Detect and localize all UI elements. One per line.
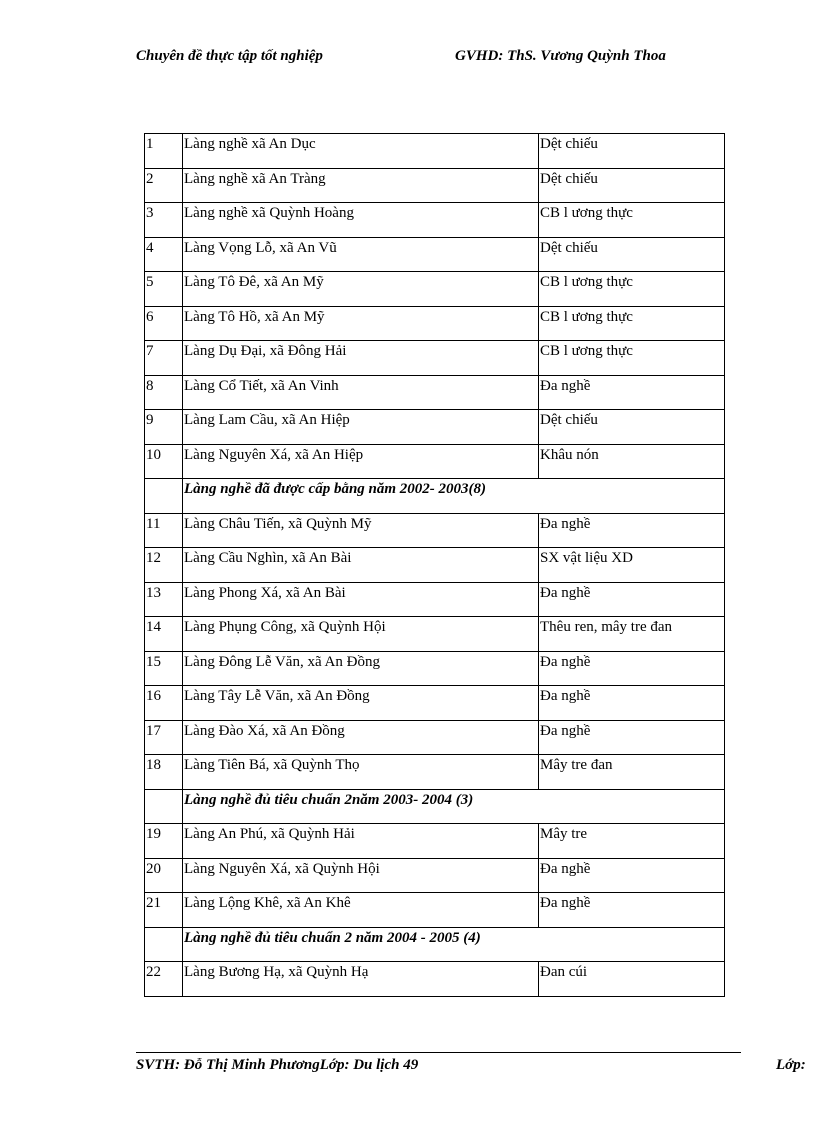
craft-type: CB l ương thực bbox=[539, 203, 725, 238]
row-number: 8 bbox=[145, 375, 183, 410]
craft-type: Đa nghề bbox=[539, 582, 725, 617]
craft-type: Mây tre bbox=[539, 824, 725, 859]
table-body bbox=[145, 134, 725, 997]
village-name: Làng nghề xã An Dục bbox=[183, 134, 539, 169]
table-row bbox=[145, 824, 725, 859]
craft-type: Thêu ren, mây tre đan bbox=[539, 617, 725, 652]
village-name: Làng Lam Cầu, xã An Hiệp bbox=[183, 410, 539, 445]
village-name: Làng Bương Hạ, xã Quỳnh Hạ bbox=[183, 962, 539, 997]
table-row bbox=[145, 444, 725, 479]
row-number: 17 bbox=[145, 720, 183, 755]
section-number-cell bbox=[145, 789, 183, 824]
row-number: 10 bbox=[145, 444, 183, 479]
table-row bbox=[145, 720, 725, 755]
craft-type: Khâu nón bbox=[539, 444, 725, 479]
row-number: 22 bbox=[145, 962, 183, 997]
craft-type: Đa nghề bbox=[539, 858, 725, 893]
craft-type: Dệt chiếu bbox=[539, 134, 725, 169]
row-number: 20 bbox=[145, 858, 183, 893]
village-name: Làng Nguyên Xá, xã Quỳnh Hội bbox=[183, 858, 539, 893]
row-number: 13 bbox=[145, 582, 183, 617]
table-row bbox=[145, 134, 725, 169]
section-title: Làng nghề đủ tiêu chuẩn 2năm 2003- 2004 (3) bbox=[183, 789, 725, 824]
craft-type: Dệt chiếu bbox=[539, 168, 725, 203]
village-name: Làng Đào Xá, xã An Đồng bbox=[183, 720, 539, 755]
header-title: Chuyên đề thực tập tốt nghiệp bbox=[136, 48, 323, 64]
table-row bbox=[145, 755, 725, 790]
table-row bbox=[145, 651, 725, 686]
footer-class: Lớp: bbox=[776, 1057, 806, 1073]
table-row bbox=[145, 858, 725, 893]
table-row bbox=[145, 306, 725, 341]
craft-village-table bbox=[144, 133, 725, 997]
craft-type: Đan cúi bbox=[539, 962, 725, 997]
village-name: Làng Phong Xá, xã An Bài bbox=[183, 582, 539, 617]
row-number: 14 bbox=[145, 617, 183, 652]
village-name: Làng Cổ Tiết, xã An Vinh bbox=[183, 375, 539, 410]
table-row bbox=[145, 168, 725, 203]
row-number: 7 bbox=[145, 341, 183, 376]
craft-type: Dệt chiếu bbox=[539, 410, 725, 445]
section-number-cell bbox=[145, 927, 183, 962]
craft-type: Đa nghề bbox=[539, 513, 725, 548]
row-number: 18 bbox=[145, 755, 183, 790]
row-number: 12 bbox=[145, 548, 183, 583]
craft-type: Đa nghề bbox=[539, 893, 725, 928]
row-number: 16 bbox=[145, 686, 183, 721]
table-row bbox=[145, 272, 725, 307]
village-name: Làng Vọng Lỗ, xã An Vũ bbox=[183, 237, 539, 272]
table-row bbox=[145, 375, 725, 410]
craft-type: Mây tre đan bbox=[539, 755, 725, 790]
section-row bbox=[145, 479, 725, 514]
village-name: Làng Tô Đê, xã An Mỹ bbox=[183, 272, 539, 307]
village-name: Làng Tiên Bá, xã Quỳnh Thọ bbox=[183, 755, 539, 790]
village-name: Làng An Phú, xã Quỳnh Hải bbox=[183, 824, 539, 859]
village-name: Làng Đông Lễ Văn, xã An Đồng bbox=[183, 651, 539, 686]
village-name: Làng Phụng Công, xã Quỳnh Hội bbox=[183, 617, 539, 652]
table-row bbox=[145, 582, 725, 617]
row-number: 4 bbox=[145, 237, 183, 272]
row-number: 2 bbox=[145, 168, 183, 203]
table-row bbox=[145, 203, 725, 238]
table-row bbox=[145, 410, 725, 445]
header-advisor: GVHD: ThS. Vương Quỳnh Thoa bbox=[455, 48, 666, 64]
table-row bbox=[145, 513, 725, 548]
row-number: 9 bbox=[145, 410, 183, 445]
row-number: 19 bbox=[145, 824, 183, 859]
village-name: Làng Cầu Nghìn, xã An Bài bbox=[183, 548, 539, 583]
craft-type: Dệt chiếu bbox=[539, 237, 725, 272]
section-title: Làng nghề đã được cấp bằng năm 2002- 2003(8) bbox=[183, 479, 725, 514]
section-number-cell bbox=[145, 479, 183, 514]
craft-type: CB l ương thực bbox=[539, 341, 725, 376]
row-number: 1 bbox=[145, 134, 183, 169]
craft-type: CB l ương thực bbox=[539, 272, 725, 307]
table-row bbox=[145, 893, 725, 928]
village-name: Làng Lộng Khê, xã An Khê bbox=[183, 893, 539, 928]
village-name: Làng nghề xã Quỳnh Hoàng bbox=[183, 203, 539, 238]
table-row bbox=[145, 617, 725, 652]
village-name: Làng Dụ Đại, xã Đông Hải bbox=[183, 341, 539, 376]
village-name: Làng Châu Tiến, xã Quỳnh Mỹ bbox=[183, 513, 539, 548]
craft-type: Đa nghề bbox=[539, 375, 725, 410]
craft-type: CB l ương thực bbox=[539, 306, 725, 341]
table-row bbox=[145, 341, 725, 376]
footer-student: SVTH: Đỗ Thị Minh PhươngLớp: Du lịch 49 bbox=[136, 1057, 419, 1073]
section-row bbox=[145, 789, 725, 824]
row-number: 3 bbox=[145, 203, 183, 238]
section-row bbox=[145, 927, 725, 962]
village-name: Làng Tây Lễ Văn, xã An Đồng bbox=[183, 686, 539, 721]
village-name: Làng nghề xã An Tràng bbox=[183, 168, 539, 203]
row-number: 15 bbox=[145, 651, 183, 686]
row-number: 11 bbox=[145, 513, 183, 548]
table-row bbox=[145, 548, 725, 583]
row-number: 5 bbox=[145, 272, 183, 307]
village-name: Làng Nguyên Xá, xã An Hiệp bbox=[183, 444, 539, 479]
footer-divider bbox=[136, 1052, 741, 1053]
craft-type: SX vật liệu XD bbox=[539, 548, 725, 583]
row-number: 21 bbox=[145, 893, 183, 928]
craft-type: Đa nghề bbox=[539, 686, 725, 721]
craft-type: Đa nghề bbox=[539, 651, 725, 686]
row-number: 6 bbox=[145, 306, 183, 341]
village-name: Làng Tô Hồ, xã An Mỹ bbox=[183, 306, 539, 341]
table-row bbox=[145, 686, 725, 721]
section-title: Làng nghề đủ tiêu chuẩn 2 năm 2004 - 2005 (4) bbox=[183, 927, 725, 962]
table-row bbox=[145, 237, 725, 272]
table-row bbox=[145, 962, 725, 997]
craft-type: Đa nghề bbox=[539, 720, 725, 755]
